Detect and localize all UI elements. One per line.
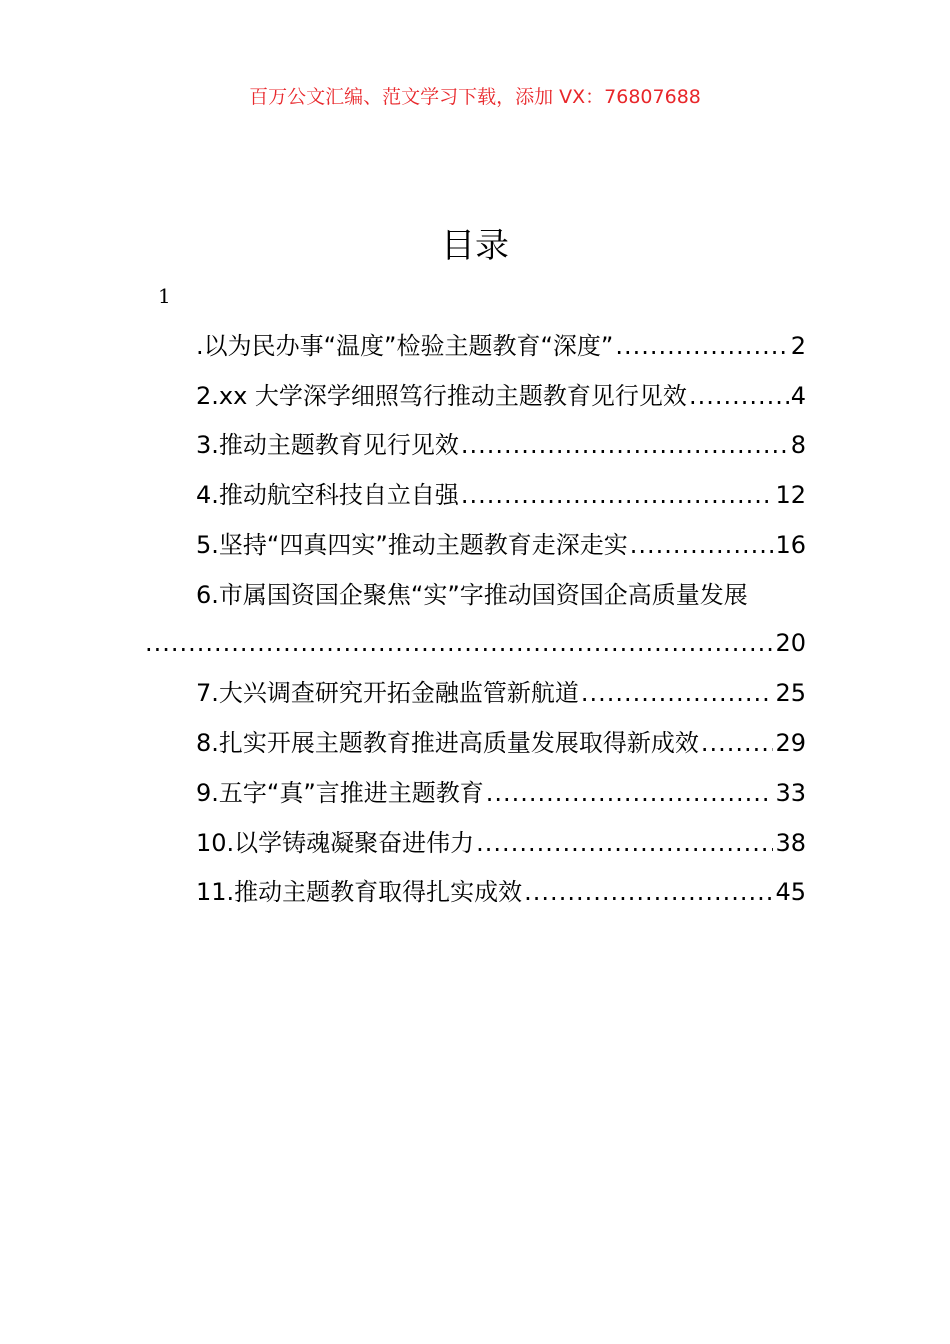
toc-entry-title: 3.推动主题教育见行见效 [196, 431, 459, 459]
toc-entry-title: .以为民办事“温度”检验主题教育“深度” [196, 332, 614, 360]
toc-entry-title: 4.推动航空科技自立自强 [196, 481, 459, 509]
toc-entry-4[interactable] [196, 478, 806, 512]
toc-entry-1[interactable] [196, 329, 806, 363]
toc-leader-dots [461, 428, 789, 462]
toc-entry-6-continuation[interactable] [145, 626, 806, 660]
toc-leader-dots [145, 626, 773, 660]
toc-entry-page: 2 [790, 332, 806, 360]
toc-entry-title: 8.扎实开展主题教育推进高质量发展取得新成效 [196, 729, 699, 757]
toc-leader-dots [615, 329, 788, 363]
toc-entry-6[interactable] [196, 578, 808, 612]
toc-leader-dots [581, 676, 774, 710]
toc-entry-page: 16 [775, 531, 806, 559]
toc-leader-dots [630, 528, 774, 562]
toc-entry-page: 29 [775, 729, 806, 757]
lead-number: 1 [158, 284, 171, 308]
toc-leader-dots [701, 726, 774, 760]
toc-entry-page: 25 [775, 679, 806, 707]
watermark-banner: 百万公文汇编、范文学习下载，添加 VX：76807688 [249, 86, 701, 108]
toc-entry-title: 7.大兴调查研究开拓金融监管新航道 [196, 679, 579, 707]
toc-entry-11[interactable] [196, 875, 806, 909]
toc-entry-title: 11.推动主题教育取得扎实成效 [196, 878, 523, 906]
toc-entry-8[interactable] [196, 726, 806, 760]
toc-entry-page: 20 [775, 629, 806, 657]
toc-entry-9[interactable] [196, 776, 806, 810]
toc-entry-page: 33 [775, 779, 806, 807]
toc-entry-3[interactable] [196, 428, 806, 462]
toc-entry-10[interactable] [196, 826, 806, 860]
toc-entry-page: 12 [775, 481, 806, 509]
toc-entry-page: 4 [790, 382, 806, 410]
toc-entry-title: 5.坚持“四真四实”推动主题教育走深走实 [196, 531, 628, 559]
toc-entry-page: 8 [790, 431, 806, 459]
toc-entry-title: 6.市属国资国企聚焦“实”字推动国资国企高质量发展 [196, 581, 748, 609]
toc-entry-7[interactable] [196, 676, 806, 710]
toc-entry-page: 38 [775, 829, 806, 857]
toc-entry-page: 45 [775, 878, 806, 906]
toc-entry-title: 9.五字“真”言推进主题教育 [196, 779, 484, 807]
toc-entry-2[interactable] [196, 379, 806, 413]
toc-entry-5[interactable] [196, 528, 806, 562]
toc-leader-dots [476, 826, 773, 860]
toc-entry-title: 2.xx 大学深学细照笃行推动主题教育见行见效 [196, 382, 687, 410]
page-title: 目录 [441, 226, 509, 266]
toc-leader-dots [524, 875, 773, 909]
toc-entry-title: 10.以学铸魂凝聚奋进伟力 [196, 829, 475, 857]
toc-leader-dots [689, 379, 789, 413]
toc-leader-dots [461, 478, 774, 512]
toc-leader-dots [486, 776, 774, 810]
